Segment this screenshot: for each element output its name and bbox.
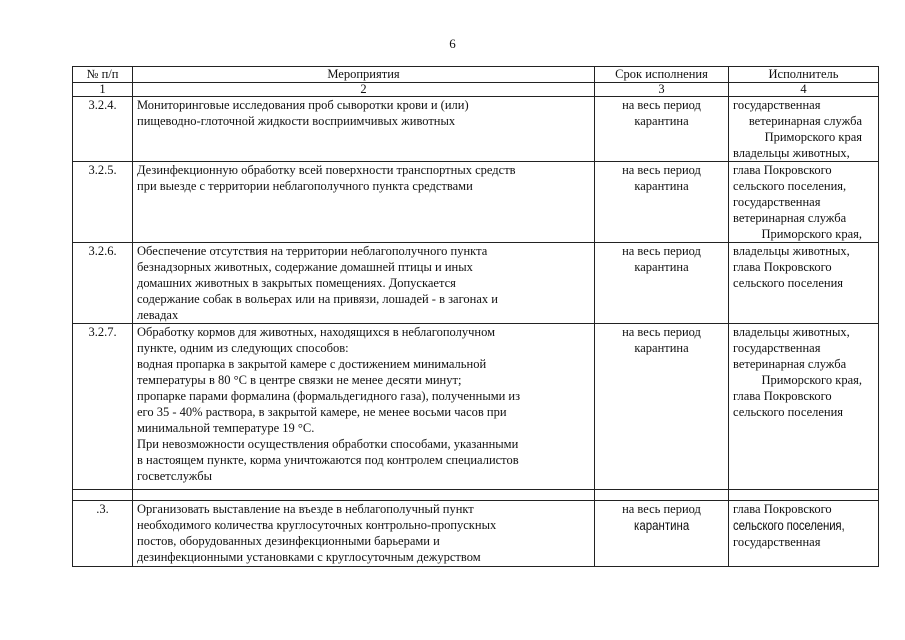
measure-text	[133, 243, 595, 324]
executor-text	[729, 324, 879, 490]
table-row	[73, 97, 879, 162]
row-number: .3.	[73, 501, 133, 567]
executor-text	[729, 243, 879, 324]
column-number: 4	[729, 83, 879, 97]
measure-line: Обеспечение отсутствия на территории неблагополучного пункта	[137, 244, 488, 258]
table-row	[73, 324, 879, 490]
column-number: 3	[595, 83, 729, 97]
term-line	[599, 517, 724, 534]
header-num: № п/п	[73, 67, 133, 83]
executor-line: Приморского края	[764, 130, 862, 144]
row-number: 3.2.6.	[73, 243, 133, 324]
measure-line: безнадзорных животных, содержание домашней птицы и иных	[137, 260, 473, 274]
executor-line: сельского поселения	[733, 405, 844, 419]
header-executor: Исполнитель	[729, 67, 879, 83]
executor-line: государственная	[733, 535, 821, 549]
term-line: на весь период	[622, 244, 701, 258]
empty-cell	[729, 490, 879, 501]
term-text	[595, 162, 729, 243]
measure-line: постов, оборудованных дезинфекционными барьерами и	[137, 534, 440, 548]
header-term: Срок исполнения	[595, 67, 729, 83]
measure-line: пункте, одним из следующих способов:	[137, 341, 349, 355]
executor-line: глава Покровского	[733, 502, 832, 516]
measures-table	[72, 66, 879, 567]
term-line: на весь период	[622, 325, 701, 339]
measure-line: необходимого количества круглосуточных контрольно-пропускных	[137, 518, 497, 532]
term-text	[595, 501, 729, 567]
executor-line: государственная	[733, 195, 821, 209]
table-row	[73, 162, 879, 243]
empty-row	[73, 490, 879, 501]
executor-line: ветеринарная служба	[733, 357, 847, 371]
executor-line-condensed: сельского поселения,	[733, 517, 845, 533]
table-row	[73, 501, 879, 567]
executor-line: сельского поселения,	[733, 179, 847, 193]
measure-text	[133, 162, 595, 243]
executor-line: глава Покровского	[733, 389, 832, 403]
empty-cell	[73, 490, 133, 501]
measure-line: дезинфекционными установками с круглосуточным дежурством	[137, 550, 481, 564]
executor-line: ветеринарная служба	[733, 211, 847, 225]
measure-line: Обработку кормов для животных, находящихся в неблагополучном	[137, 325, 496, 339]
measure-line: пропарке парами формалина (формальдегидного газа), полученными из	[137, 389, 521, 403]
executor-line: владельцы животных,	[733, 325, 850, 339]
term-line: карантина	[634, 114, 689, 128]
measure-line: левадах	[137, 308, 179, 322]
executor-text	[729, 97, 879, 162]
term-line: на весь период	[622, 98, 701, 112]
executor-line: ветеринарная служба	[748, 114, 862, 128]
term-line-condensed: карантина	[633, 517, 690, 533]
term-text	[595, 243, 729, 324]
empty-cell	[595, 490, 729, 501]
executor-line: владельцы животных,	[733, 146, 850, 160]
page-number: 6	[449, 36, 456, 51]
term-line: карантина	[634, 341, 689, 355]
term-line: карантина	[634, 260, 689, 274]
measure-text	[133, 324, 595, 490]
executor-line: Приморского края,	[761, 373, 862, 387]
executor-line: государственная	[733, 98, 821, 112]
executor-line	[733, 517, 874, 534]
measure-line: При невозможности осуществления обработки способами, указанными	[137, 437, 519, 451]
executor-line: глава Покровского	[733, 260, 832, 274]
measure-text	[133, 97, 595, 162]
measure-line: Мониторинговые исследования проб сыворотки крови и (или)	[137, 98, 469, 112]
executor-line: глава Покровского	[733, 163, 832, 177]
term-line: на весь период	[622, 163, 701, 177]
executor-line: владельцы животных,	[733, 244, 850, 258]
measure-line: домашних животных в закрытых помещениях. Допускается	[137, 276, 456, 290]
executor-text	[729, 162, 879, 243]
empty-cell	[133, 490, 595, 501]
column-number: 2	[133, 83, 595, 97]
measure-line: Организовать выставление на въезде в неблагополучный пункт	[137, 502, 474, 516]
measure-line: температуры в 80 °C в центре связки не менее десяти минут;	[137, 373, 462, 387]
column-number: 1	[73, 83, 133, 97]
measure-line: при выезде с территории неблагополучного пункта средствами	[137, 179, 473, 193]
measure-text	[133, 501, 595, 567]
measure-line: Дезинфекционную обработку всей поверхности транспортных средств	[137, 163, 516, 177]
table-row	[73, 243, 879, 324]
executor-line: Приморского края,	[761, 227, 862, 241]
term-text	[595, 324, 729, 490]
term-line: на весь период	[622, 502, 701, 516]
row-number: 3.2.5.	[73, 162, 133, 243]
row-number: 3.2.4.	[73, 97, 133, 162]
measure-line: его 35 - 40% раствора, в закрытой камере, не менее восьми часов при	[137, 405, 507, 419]
measure-line: в настоящем пункте, корма уничтожаются под контролем специалистов	[137, 453, 519, 467]
executor-line: сельского поселения	[733, 276, 844, 290]
measure-line: содержание собак в вольерах или на привязи, лошадей - в загонах и	[137, 292, 498, 306]
measure-line: минимальной температуре 19 °C.	[137, 421, 315, 435]
column-number-row	[73, 83, 879, 97]
executor-text	[729, 501, 879, 567]
header-measures: Мероприятия	[133, 67, 595, 83]
row-number: 3.2.7.	[73, 324, 133, 490]
term-line: карантина	[634, 179, 689, 193]
header-row	[73, 67, 879, 83]
measure-line: водная пропарка в закрытой камере с достижением минимальной	[137, 357, 487, 371]
executor-line: государственная	[733, 341, 821, 355]
measure-line: госветслужбы	[137, 469, 213, 483]
term-text	[595, 97, 729, 162]
measure-line: пищеводно-глоточной жидкости восприимчивых животных	[137, 114, 456, 128]
